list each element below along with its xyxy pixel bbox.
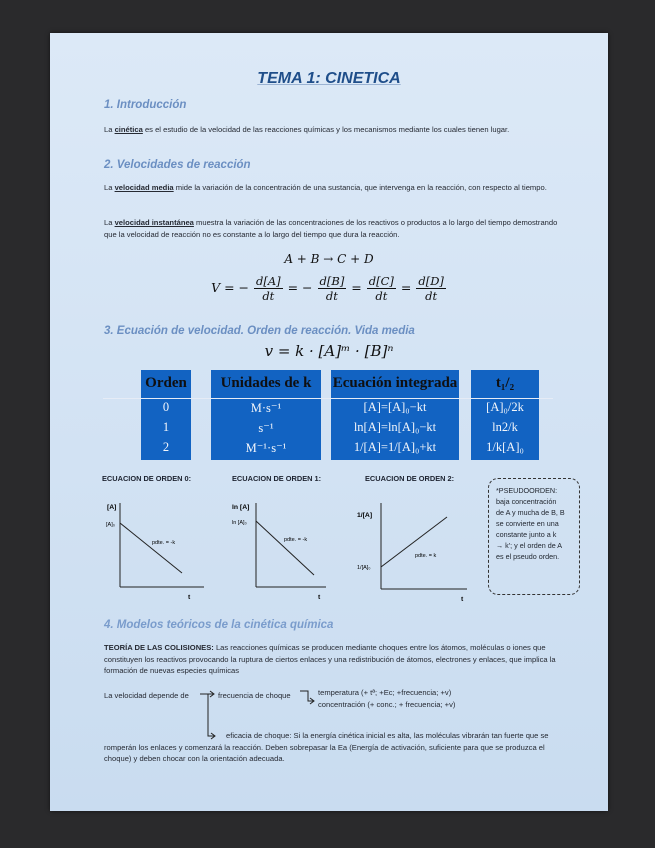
table-cell: 1 (162, 420, 170, 434)
table-cell: ln[A]=ln[A]₀−kt (353, 420, 437, 434)
keyword-velocidad-instantanea: velocidad instantánea (114, 218, 194, 227)
intercept-label: [A]₀ (106, 522, 116, 528)
fraction-dC-dt (367, 274, 396, 303)
intercept-label: 1/[A]₀ (357, 565, 371, 571)
fraction-dB-dt (318, 274, 347, 303)
pseudo-order-note (488, 478, 580, 595)
frac-num: d[A] (255, 274, 281, 288)
reaction-equation: A + B → C + D (284, 252, 374, 266)
table-header: t₁/₂ (495, 375, 515, 391)
table-header: Unidades de k (220, 375, 312, 391)
table-cell: 1/k[A]₀ (486, 440, 524, 454)
section-4-heading: 4. Modelos teóricos de la cinética química (104, 619, 334, 631)
equals-sign: = − (287, 280, 313, 295)
note-line: baja concentración (496, 497, 557, 506)
equals-sign: = (400, 280, 412, 295)
section-1-heading: 1. Introducción (104, 99, 187, 111)
graph-order-0 (104, 495, 214, 603)
graph-order-2 (355, 495, 475, 605)
text-run: La (104, 218, 115, 227)
table-header: Orden (145, 375, 187, 391)
note-line: constante junto a k (496, 530, 557, 539)
frac-den: dt (425, 289, 438, 303)
note-line: se convierte en una (496, 519, 559, 528)
rate-lhs: V = − (211, 280, 249, 295)
graph-title-order-2: ECUACION DE ORDEN 2: (365, 474, 455, 483)
table-cell: s⁻¹ (258, 421, 274, 435)
table-header: Ecuación integrada (332, 375, 458, 391)
trend-line (381, 517, 447, 567)
text-run: La (104, 183, 115, 192)
trend-line (120, 523, 182, 573)
dependency-frequency: frecuencia de choque (218, 691, 291, 700)
keyword-velocidad-media: velocidad media (114, 183, 174, 192)
dependency-intro: La velocidad depende de (104, 691, 189, 700)
trend-line (256, 521, 314, 575)
frac-num: d[B] (319, 274, 345, 288)
table-cell: M⁻¹·s⁻¹ (245, 441, 287, 455)
table-cell: M·s⁻¹ (250, 401, 282, 415)
graph-title-order-0: ECUACION DE ORDEN 0: (102, 474, 192, 483)
reaction-order-table (103, 370, 553, 460)
note-line: de A y mucha de B, B (496, 508, 565, 517)
frac-num: d[D] (418, 274, 444, 288)
y-axis-label: [A] (107, 504, 117, 511)
frac-den: dt (325, 289, 338, 303)
x-axis-label: t (188, 594, 191, 601)
section-2-paragraph-1 (104, 182, 558, 194)
text-run: mide la variación de la concentración de una sustancia, que intervenga en la reacción, con respecto al tiempo. (173, 183, 547, 192)
slope-label: pdte. = -k (284, 537, 308, 543)
text-run: Las reacciones químicas se producen mediante choques entre los átomos, moléculas o iones que constituyen los reactivos provocando la ruptura de ciertos enlaces y una redistribución de átomos, electrones y enlaces, que implica la formación de nuevas especies químicas (104, 643, 556, 675)
fraction-dA-dt (254, 274, 283, 303)
note-line: → k'; y el orden de A (496, 541, 563, 550)
table-cell: ln2/k (492, 420, 518, 434)
section-4-paragraph (104, 642, 558, 677)
text-run: es el estudio de la velocidad de las reacciones químicas y los mecanismos mediante los cuales tienen lugar. (142, 125, 510, 134)
x-axis-label: t (461, 596, 464, 603)
frac-num: d[C] (368, 274, 394, 288)
note-line: es el pseudo orden. (496, 552, 560, 561)
section-1-paragraph (104, 124, 556, 136)
equals-sign: = (351, 280, 362, 295)
slope-label: pdte. = k (415, 553, 437, 559)
keyword-teoria-colisiones: TEORÍA DE LAS COLISIONES: (104, 643, 214, 652)
table-cell: [A]=[A]₀−kt (363, 400, 427, 414)
graph-title-order-1: ECUACION DE ORDEN 1: (232, 474, 322, 483)
table-cell: [A]₀/2k (486, 400, 524, 414)
rate-law-equation: v = k · [A]ᵐ · [B]ⁿ (264, 342, 394, 360)
y-axis-label: 1/[A] (357, 512, 373, 519)
section-3-heading: 3. Ecuación de velocidad. Orden de reacción. Vida media (104, 325, 415, 337)
document-page (50, 33, 608, 811)
y-axis-label: ln [A] (232, 504, 250, 511)
graph-order-1 (226, 495, 336, 603)
slope-label: pdte. = -k (152, 540, 176, 546)
table-cell: 0 (162, 400, 170, 414)
fraction-dD-dt (416, 274, 446, 303)
section-2-paragraph-2 (104, 217, 558, 240)
text-run: muestra la variación de las concentraciones de los reactivos o productos a lo largo del tiempo demostrando que la velocidad de reacción no es constante a lo largo del tiempo que dura la reacción. (104, 218, 558, 239)
section-2-heading: 2. Velocidades de reacción (104, 159, 251, 171)
frac-den: dt (262, 289, 275, 303)
text-run: La (104, 125, 115, 134)
dependency-temperature: temperatura (+ tª; +Ec; +frecuencia; +v) (318, 688, 452, 697)
table-cell: 1/[A]=1/[A]₀+kt (353, 440, 437, 454)
x-axis-label: t (318, 594, 321, 601)
keyword-cinetica: cinética (114, 125, 143, 134)
dependency-concentration: concentración (+ conc.; + frecuencia; +v) (318, 700, 456, 709)
table-cell: 2 (162, 440, 170, 454)
rate-definition-equation (50, 274, 608, 303)
intercept-label: ln [A]₀ (232, 520, 247, 526)
note-line: *PSEUDOORDEN: (496, 486, 558, 495)
dependency-efficacy: eficacia de choque: Si la energía cinética inicial es alta, las moléculas vibrarán tan fuerte que se romperán los enlaces y comenzará la reacción. Deben sobrepasar la Ea (Energía de activación, suficiente para que se produzca el choque) y deben chocar con la orientación adecuada. (104, 731, 549, 763)
frac-den: dt (375, 289, 388, 303)
page-title: TEMA 1: CINETICA (257, 70, 401, 87)
table-header-rule (103, 398, 553, 399)
